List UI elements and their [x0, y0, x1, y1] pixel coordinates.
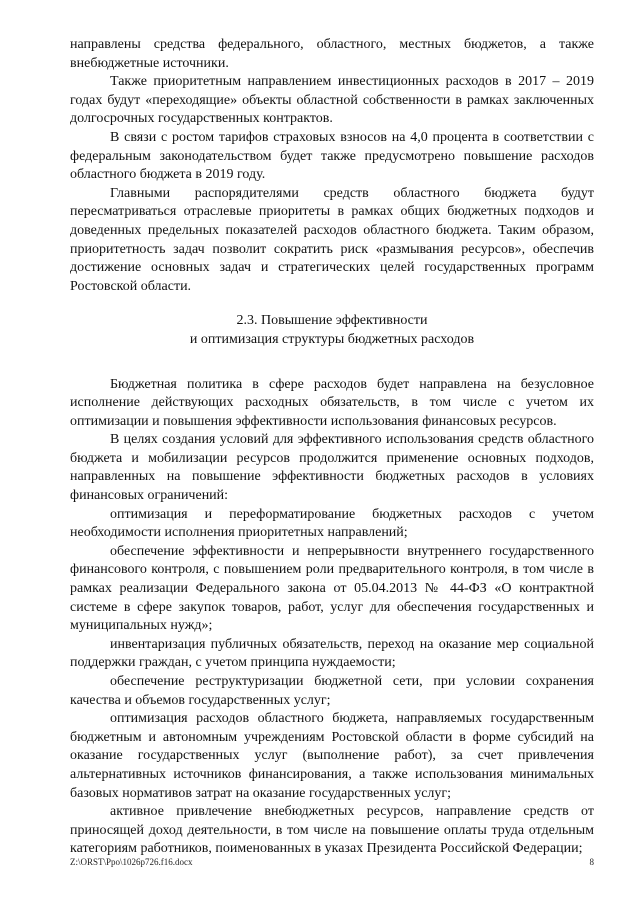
paragraph: оптимизация расходов областного бюджета, направляемых государственным бюджетным и автономным учреждениям Ростовской области в форме субсидий на оказание государственных услуг (выполнение работ), за счет привлечения альтернативных источников финансирования, а также использования минимальных базовых нормативов затрат на оказание государственных услуг; [70, 711, 594, 801]
paragraph: В связи с ростом тарифов страховых взносов на 4,0 процента в соответствии с федеральным законодательством будет также предусмотрено повышение расходов областного бюджета в 2019 году. [70, 129, 594, 183]
paragraph: оптимизация и переформатирование бюджетных расходов с учетом необходимости исполнения приоритетных направлений; [70, 506, 594, 541]
paragraph: активное привлечение внебюджетных ресурсов, направление средств от приносящей доход деятельности, в том числе на повышение оплаты труда отдельным категориям работников, поименованных в указах Президента Российской Федерации; [70, 804, 594, 857]
paragraph: Также приоритетным направлением инвестиционных расходов в 2017 – 2019 годах будут «переходящие» объекты областной собственности в рамках заключенных долгосрочных государственных контрактов. [70, 74, 594, 127]
paragraph: инвентаризация публичных обязательств, переход на оказание мер социальной поддержки граждан, с учетом принципа нуждаемости; [70, 636, 594, 671]
paragraph: Бюджетная политика в сфере расходов будет направлена на безусловное исполнение действующих расходных обязательств, в том числе с учетом их оптимизации и повышения эффективности использования финансовых ресурсов. [70, 376, 594, 429]
paragraph: В целях создания условий для эффективного использования средств областного бюджета и мобилизации ресурсов продолжится применение основных подходов, направленных на повышение эффективности бюджетных расходов в условиях финансовых ограничений: [70, 432, 594, 504]
paragraph: обеспечение реструктуризации бюджетной сети, при условии сохранения качества и объемов государственных услуг; [70, 674, 594, 708]
paragraphs-top [70, 36, 594, 296]
document-body [70, 36, 594, 859]
section-heading-line-1: 2.3. Повышение эффективности [236, 313, 428, 329]
footer-page-number: 8 [589, 857, 594, 867]
section-heading-line-2: и оптимизация структуры бюджетных расходов [189, 331, 475, 347]
paragraphs-bottom [70, 376, 594, 859]
section-heading [70, 312, 594, 349]
paragraph: Главными распорядителями средств областного бюджета будут пересматриваться отраслевые приоритеты в рамках общих бюджетных подходов и доведенных предельных показателей расходов областного бюджета. Таким образом, приоритетность задач позволит сократить риск «размывания ресурсов», обеспечив достижение основных задач и стратегических целей государственных программ Ростовской области. [70, 185, 594, 294]
footer-file-path: Z:\ORST\Ppo\1026p726.f16.docx [70, 857, 193, 867]
paragraph: обеспечение эффективности и непрерывности внутреннего государственного финансового контроля, с повышением роли предварительного контроля, в том числе в рамках реализации Федерального закона от 05.04.2013 № 44-ФЗ «О контрактной системе в сфере закупок товаров, работ, услуг для обеспечения государственных и муниципальных нужд»; [70, 543, 594, 634]
paragraph: направлены средства федерального, областного, местных бюджетов, а также внебюджетные источники. [70, 37, 594, 71]
